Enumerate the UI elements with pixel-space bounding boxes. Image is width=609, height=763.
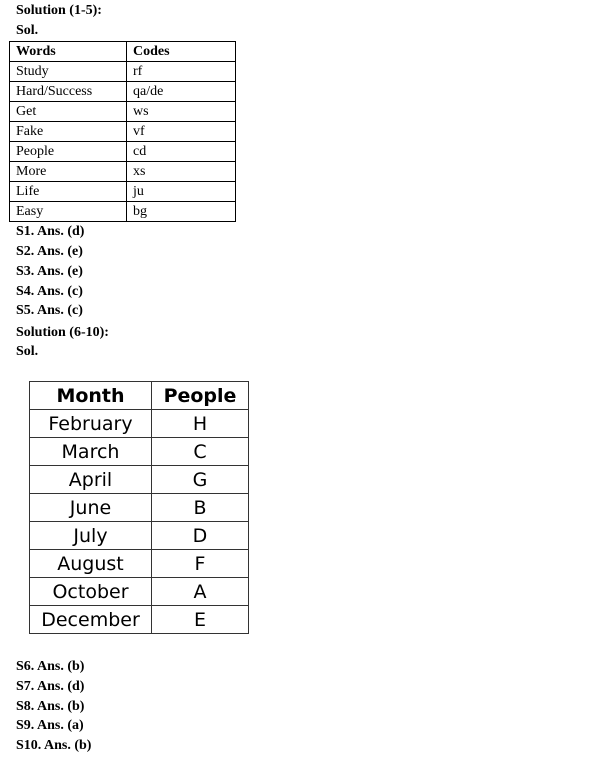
table-row — [10, 182, 236, 202]
answer-s7: S7. Ans. (d) — [16, 679, 85, 694]
code-cell: bg — [127, 202, 236, 222]
word-cell: Hard/Success — [10, 82, 127, 102]
person-cell: G — [152, 466, 249, 494]
answer-s4: S4. Ans. (c) — [16, 284, 83, 299]
month-cell: December — [30, 606, 152, 634]
table-row — [10, 82, 236, 102]
person-cell: E — [152, 606, 249, 634]
section1-heading: Solution (1-5): — [16, 3, 102, 18]
word-cell: People — [10, 142, 127, 162]
table-row — [30, 466, 249, 494]
answer-s10: S10. Ans. (b) — [16, 738, 92, 753]
person-cell: H — [152, 410, 249, 438]
column-header-codes: Codes — [127, 42, 236, 62]
code-cell: rf — [127, 62, 236, 82]
month-cell: October — [30, 578, 152, 606]
answer-s9: S9. Ans. (a) — [16, 718, 84, 733]
table-row — [30, 438, 249, 466]
month-cell: June — [30, 494, 152, 522]
answer-s5: S5. Ans. (c) — [16, 303, 83, 318]
person-cell: F — [152, 550, 249, 578]
person-cell: A — [152, 578, 249, 606]
word-cell: Fake — [10, 122, 127, 142]
answer-s2: S2. Ans. (e) — [16, 244, 83, 259]
person-cell: B — [152, 494, 249, 522]
column-header-words: Words — [10, 42, 127, 62]
table-row — [30, 578, 249, 606]
code-cell: xs — [127, 162, 236, 182]
person-cell: D — [152, 522, 249, 550]
month-cell: July — [30, 522, 152, 550]
code-cell: cd — [127, 142, 236, 162]
table-row — [10, 142, 236, 162]
code-cell: ju — [127, 182, 236, 202]
table-header-row — [10, 42, 236, 62]
month-cell: March — [30, 438, 152, 466]
section2-heading: Solution (6-10): — [16, 325, 109, 340]
column-header-people: People — [152, 382, 249, 410]
code-cell: vf — [127, 122, 236, 142]
month-cell: April — [30, 466, 152, 494]
table-row — [10, 122, 236, 142]
word-cell: Study — [10, 62, 127, 82]
word-cell: More — [10, 162, 127, 182]
words-codes-table — [9, 41, 236, 222]
month-cell: February — [30, 410, 152, 438]
table-row — [30, 410, 249, 438]
code-cell: ws — [127, 102, 236, 122]
month-cell: August — [30, 550, 152, 578]
code-cell: qa/de — [127, 82, 236, 102]
table-row — [30, 494, 249, 522]
person-cell: C — [152, 438, 249, 466]
table-row — [10, 62, 236, 82]
answer-s6: S6. Ans. (b) — [16, 659, 85, 674]
table-header-row — [30, 382, 249, 410]
table-row — [10, 162, 236, 182]
table-row — [30, 550, 249, 578]
column-header-month: Month — [30, 382, 152, 410]
answer-s8: S8. Ans. (b) — [16, 699, 85, 714]
table-row — [10, 102, 236, 122]
table-row — [10, 202, 236, 222]
answer-s3: S3. Ans. (e) — [16, 264, 83, 279]
table-row — [30, 522, 249, 550]
word-cell: Get — [10, 102, 127, 122]
section1-sol-label: Sol. — [16, 23, 39, 38]
answer-s1: S1. Ans. (d) — [16, 224, 85, 239]
section2-sol-label: Sol. — [16, 344, 39, 359]
word-cell: Life — [10, 182, 127, 202]
month-people-table — [29, 381, 249, 634]
word-cell: Easy — [10, 202, 127, 222]
table-row — [30, 606, 249, 634]
